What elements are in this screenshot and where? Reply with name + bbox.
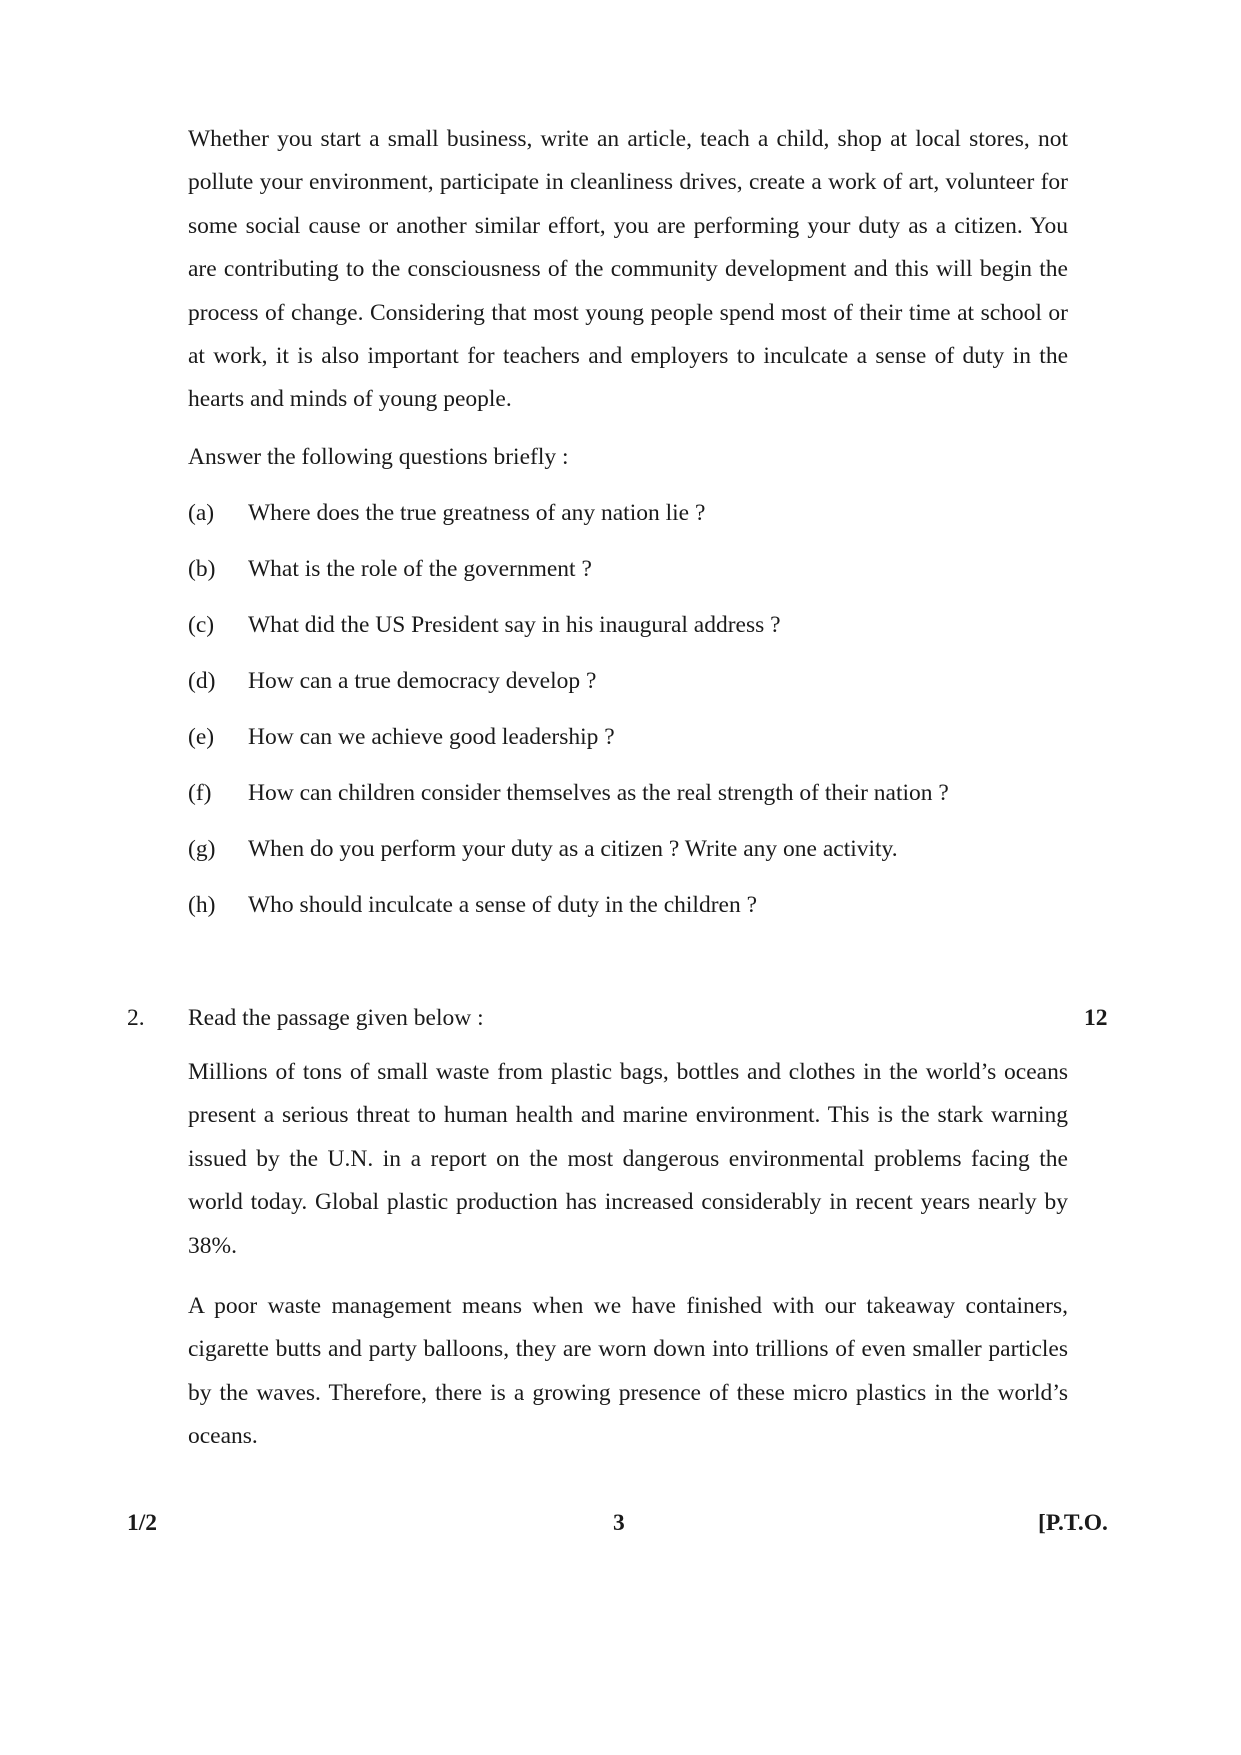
footer-paper-code: 1/2 bbox=[127, 1510, 158, 1536]
footer-pto: [P.T.O. bbox=[1038, 1510, 1108, 1536]
question-label: (c) bbox=[188, 612, 215, 638]
question-label: (f) bbox=[188, 780, 212, 806]
passage-1-paragraph: Whether you start a small business, write an article, teach a child, shop at local stores, not pollute your environment, participate in cleanliness drives, create a work of art, volunteer for some social cause or another similar effort, you are performing your duty as a citizen. You are contributing to the consciousness of the community development and this will begin the process of change. Considering that most young people spend most of their time at school or at work, it is also important for teachers and employers to inculcate a sense of duty in the hearts and minds of young people. bbox=[188, 126, 1068, 413]
question-2-heading: Read the passage given below : bbox=[188, 1005, 484, 1031]
question-text: Who should inculcate a sense of duty in the children ? bbox=[248, 892, 758, 918]
question-label: (e) bbox=[188, 724, 215, 750]
question-text: What did the US President say in his inaugural address ? bbox=[248, 612, 781, 638]
question-2-number: 2. bbox=[127, 1005, 145, 1031]
question-text: How can a true democracy develop ? bbox=[248, 668, 597, 694]
instruction-text: Answer the following questions briefly : bbox=[188, 444, 569, 470]
question-text: Where does the true greatness of any nation lie ? bbox=[248, 500, 706, 526]
passage-2-paragraph-1: Millions of tons of small waste from plastic bags, bottles and clothes in the world’s oceans present a serious threat to human health and marine environment. This is the stark warning issued by the U.N. in a report on the most dangerous environmental problems facing the world today. Global plastic production has increased considerably in recent years nearly by 38%. bbox=[188, 1059, 1068, 1259]
question-2-marks: 12 bbox=[1084, 1005, 1108, 1031]
question-label: (a) bbox=[188, 500, 215, 526]
question-label: (d) bbox=[188, 668, 216, 694]
passage-2-paragraph-2: A poor waste management means when we have finished with our takeaway containers, cigarette butts and party balloons, they are worn down into trillions of even smaller particles by the waves. Therefore, there is a growing presence of these micro plastics in the world’s oceans. bbox=[188, 1293, 1068, 1450]
question-text: How can we achieve good leadership ? bbox=[248, 724, 615, 750]
question-label: (h) bbox=[188, 892, 216, 918]
question-label: (g) bbox=[188, 836, 216, 862]
question-text: How can children consider themselves as the real strength of their nation ? bbox=[248, 780, 949, 806]
footer-page-number: 3 bbox=[613, 1510, 625, 1536]
question-text: What is the role of the government ? bbox=[248, 556, 592, 582]
question-text: When do you perform your duty as a citizen ? Write any one activity. bbox=[248, 836, 898, 862]
question-label: (b) bbox=[188, 556, 216, 582]
